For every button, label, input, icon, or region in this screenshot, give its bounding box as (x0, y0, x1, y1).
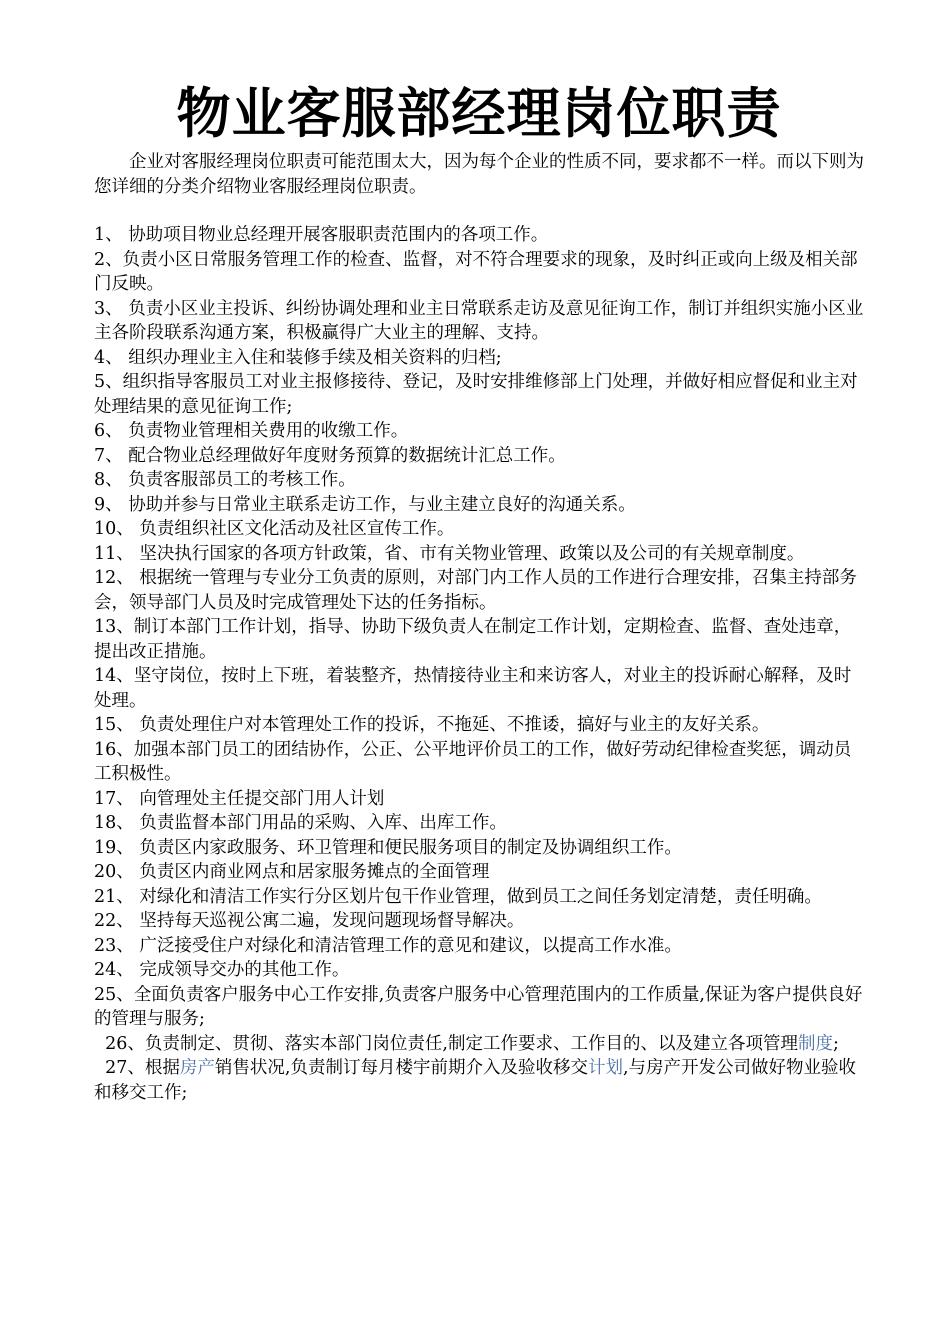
item-26-text: 26、负责制定、贯彻、落实本部门岗位责任,制定工作要求、工作目的、以及建立各项管理 (94, 1033, 798, 1054)
link-real-estate[interactable]: 房产 (179, 1058, 215, 1078)
list-item: 15、 负责处理住户对本管理处工作的投诉，不拖延、不推诿，搞好与业主的友好关系。 (94, 715, 770, 735)
duty-list (94, 223, 864, 1105)
item-26-tail: ; (832, 1033, 839, 1054)
list-item: 4、 组织办理业主入住和装修手续及相关资料的归档; (94, 347, 502, 368)
list-item: 12、 根据统一管理与专业分工负责的原则，对部门内工作人员的工作进行合理安排，召集主持部务会，领导部门人员及时完成管理处下达的任务指标。 (94, 568, 857, 613)
list-item: 8、 负责客服部员工的考核工作。 (94, 470, 356, 490)
list-item: 11、 坚决执行国家的各项方针政策，省、市有关物业管理、政策以及公司的有关规章制度。 (94, 543, 805, 564)
list-item: 18、 负责监督本部门用品的采购、入库、出库工作。 (94, 813, 507, 833)
link-plan[interactable]: 计划 (587, 1058, 623, 1078)
list-item: 7、 配合物业总经理做好年度财务预算的数据统计汇总工作。 (94, 445, 566, 466)
list-item: 1、 协助项目物业总经理开展客服职责范围内的各项工作。 (94, 225, 549, 245)
list-item: 2、负责小区日常服务管理工作的检查、监督，对不符合理要求的现象，及时纠正或向上级及相关部门反映。 (94, 249, 858, 294)
list-item-27 (94, 1056, 864, 1105)
list-item: 25、全面负责客户服务中心工作安排,负责客户服务中心管理范围内的工作质量,保证为客户提供良好的管理与服务; (94, 984, 863, 1029)
list-item: 3、 负责小区业主投诉、纠纷协调处理和业主日常联系走访及意见征询工作，制订并组织实施小区业主各阶段联系沟通方案，积极赢得广大业主的理解、支持。 (94, 298, 864, 343)
list-item: 22、 坚持每天巡视公寓二遍，发现问题现场督导解决。 (94, 911, 525, 931)
intro-paragraph: 企业对客服经理岗位职责可能范围太大，因为每个企业的性质不同，要求都不一样。而以下则为您详细的分类介绍物业客服经理岗位职责。 (94, 152, 864, 197)
list-item: 19、 负责区内家政服务、环卫管理和便民服务项目的制定及协调组织工作。 (94, 837, 682, 858)
item-27-middle: 销售状况,负责制订每月楼宇前期介入及验收移交 (214, 1058, 588, 1078)
list-item: 6、 负责物业管理相关费用的收缴工作。 (94, 421, 409, 441)
page-title: 物业客服部经理岗位职责 (176, 82, 782, 145)
list-item: 10、 负责组织社区文化活动及社区宣传工作。 (94, 519, 455, 539)
list-item: 23、 广泛接受住户对绿化和清洁管理工作的意见和建议，以提高工作水准。 (94, 935, 682, 956)
list-item: 9、 协助并参与日常业主联系走访工作，与业主建立良好的沟通关系。 (94, 494, 636, 515)
list-item: 24、 完成领导交办的其他工作。 (94, 960, 350, 980)
item-27-text: 27、根据 (94, 1058, 180, 1078)
list-item-26 (94, 1032, 864, 1057)
item-27-tail: ,与房产开发公司做好物业验收和移交工作; (94, 1058, 857, 1103)
list-item: 13、制订本部门工作计划，指导、协助下级负责人在制定工作计划，定期检查、监督、查处违章，提出改正措施。 (94, 617, 852, 662)
list-item: 20、 负责区内商业网点和居家服务摊点的全面管理 (94, 862, 490, 882)
list-item: 5、组织指导客服员工对业主报修接待、登记，及时安排维修部上门处理，并做好相应督促和业主对处理结果的意见征询工作; (94, 372, 858, 417)
list-item: 21、 对绿化和清洁工作实行分区划片包干作业管理，做到员工之间任务划定清楚，责任明确。 (94, 886, 822, 907)
paragraph-gap (94, 199, 864, 223)
link-system[interactable]: 制度 (797, 1033, 833, 1054)
list-item: 16、加强本部门员工的团结协作，公正、公平地评价员工的工作，做好劳动纪律检查奖惩，调动员工积极性。 (94, 739, 852, 784)
list-item: 14、坚守岗位，按时上下班，着装整齐，热情接待业主和来访客人，对业主的投诉耐心解释，及时处理。 (94, 666, 852, 711)
list-item: 17、 向管理处主任提交部门用人计划 (94, 788, 385, 809)
